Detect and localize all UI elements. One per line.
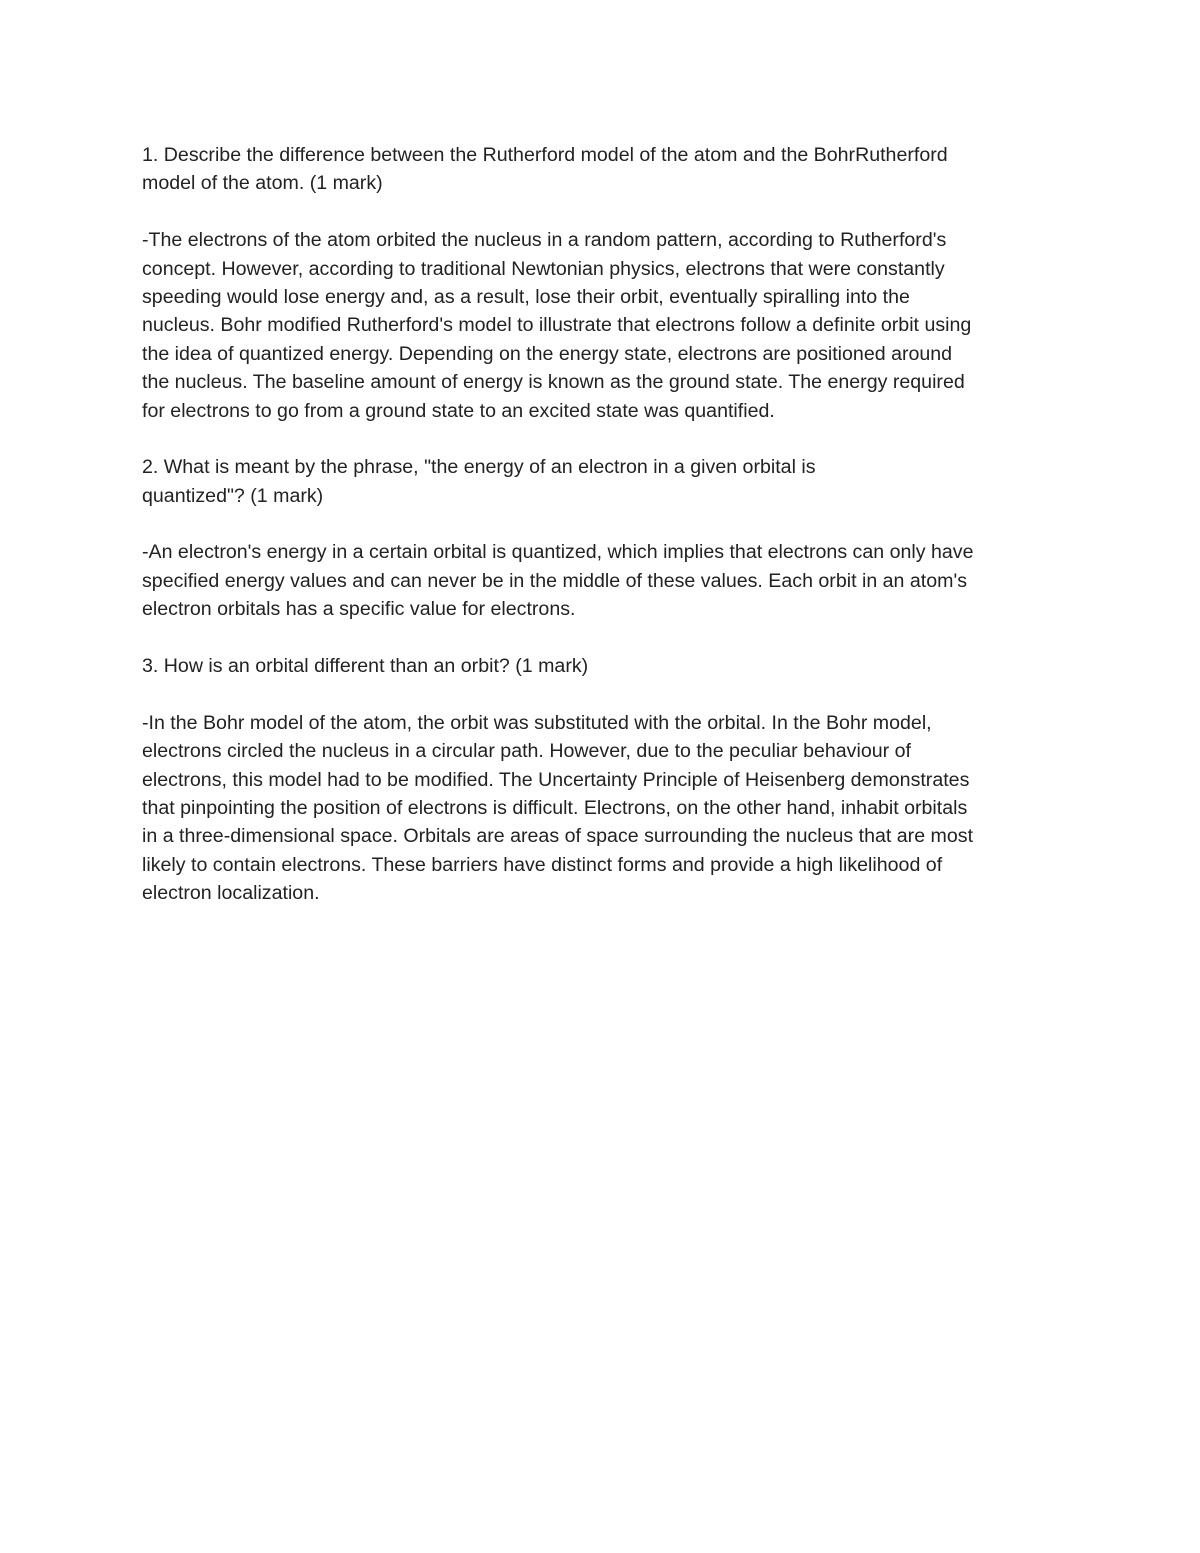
answer-1-line-1: -The electrons of the atom orbited the nucleus in a random pattern, according to Rutherford's xyxy=(142,229,947,252)
answer-3-line-4: that pinpointing the position of electrons is difficult. Electrons, on the other hand, inhabit orbitals xyxy=(142,796,968,819)
answer-1-line-7: for electrons to go from a ground state to an excited state was quantified. xyxy=(142,399,775,422)
answer-2-line-3: electron orbitals has a specific value for electrons. xyxy=(142,598,576,621)
question-2 xyxy=(142,453,1067,510)
answer-1-line-4: nucleus. Bohr modified Rutherford's model to illustrate that electrons follow a definite orbit using xyxy=(142,314,972,337)
answer-3-line-2: electrons circled the nucleus in a circular path. However, due to the peculiar behaviour of xyxy=(142,740,911,763)
question-3 xyxy=(142,652,1067,680)
answer-2 xyxy=(142,538,1067,623)
paragraph-spacer xyxy=(142,680,1067,708)
question-1 xyxy=(142,141,1067,198)
answer-3-line-1: -In the Bohr model of the atom, the orbit was substituted with the orbital. In the Bohr model, xyxy=(142,711,932,734)
answer-1-line-5: the idea of quantized energy. Depending on the energy state, electrons are positioned around xyxy=(142,342,953,365)
paragraph-spacer xyxy=(142,198,1067,226)
answer-1-line-3: speeding would lose energy and, as a result, lose their orbit, eventually spiralling into the xyxy=(142,285,910,308)
question-3-line-1: 3. How is an orbital different than an orbit? (1 mark) xyxy=(142,655,589,678)
answer-1-line-6: the nucleus. The baseline amount of energy is known as the ground state. The energy required xyxy=(142,371,965,394)
question-2-line-1: 2. What is meant by the phrase, "the energy of an electron in a given orbital is xyxy=(142,456,816,479)
answer-3-line-6: likely to contain electrons. These barriers have distinct forms and provide a high likelihood of xyxy=(142,853,943,876)
answer-2-line-2: specified energy values and can never be in the middle of these values. Each orbit in an atom's xyxy=(142,569,967,592)
answer-3-line-5: in a three-dimensional space. Orbitals are areas of space surrounding the nucleus that are most xyxy=(142,825,974,848)
paragraph-spacer xyxy=(142,510,1067,538)
question-2-line-2: quantized"? (1 mark) xyxy=(142,484,324,507)
answer-1 xyxy=(142,226,1067,425)
paragraph-spacer xyxy=(142,425,1067,453)
answer-3-line-3: electrons, this model had to be modified. The Uncertainty Principle of Heisenberg demonstrates xyxy=(142,768,970,791)
question-1-line-1: 1. Describe the difference between the Rutherford model of the atom and the BohrRutherford xyxy=(142,144,948,166)
paragraph-spacer xyxy=(142,624,1067,652)
answer-2-line-1: -An electron's energy in a certain orbital is quantized, which implies that electrons can only have xyxy=(142,541,974,564)
answer-1-line-2: concept. However, according to traditional Newtonian physics, electrons that were constantly xyxy=(142,257,945,280)
answer-3-line-7: electron localization. xyxy=(142,882,320,905)
question-1-line-2: model of the atom. (1 mark) xyxy=(142,172,383,195)
answer-3 xyxy=(142,709,1067,908)
document-body xyxy=(142,141,1067,908)
